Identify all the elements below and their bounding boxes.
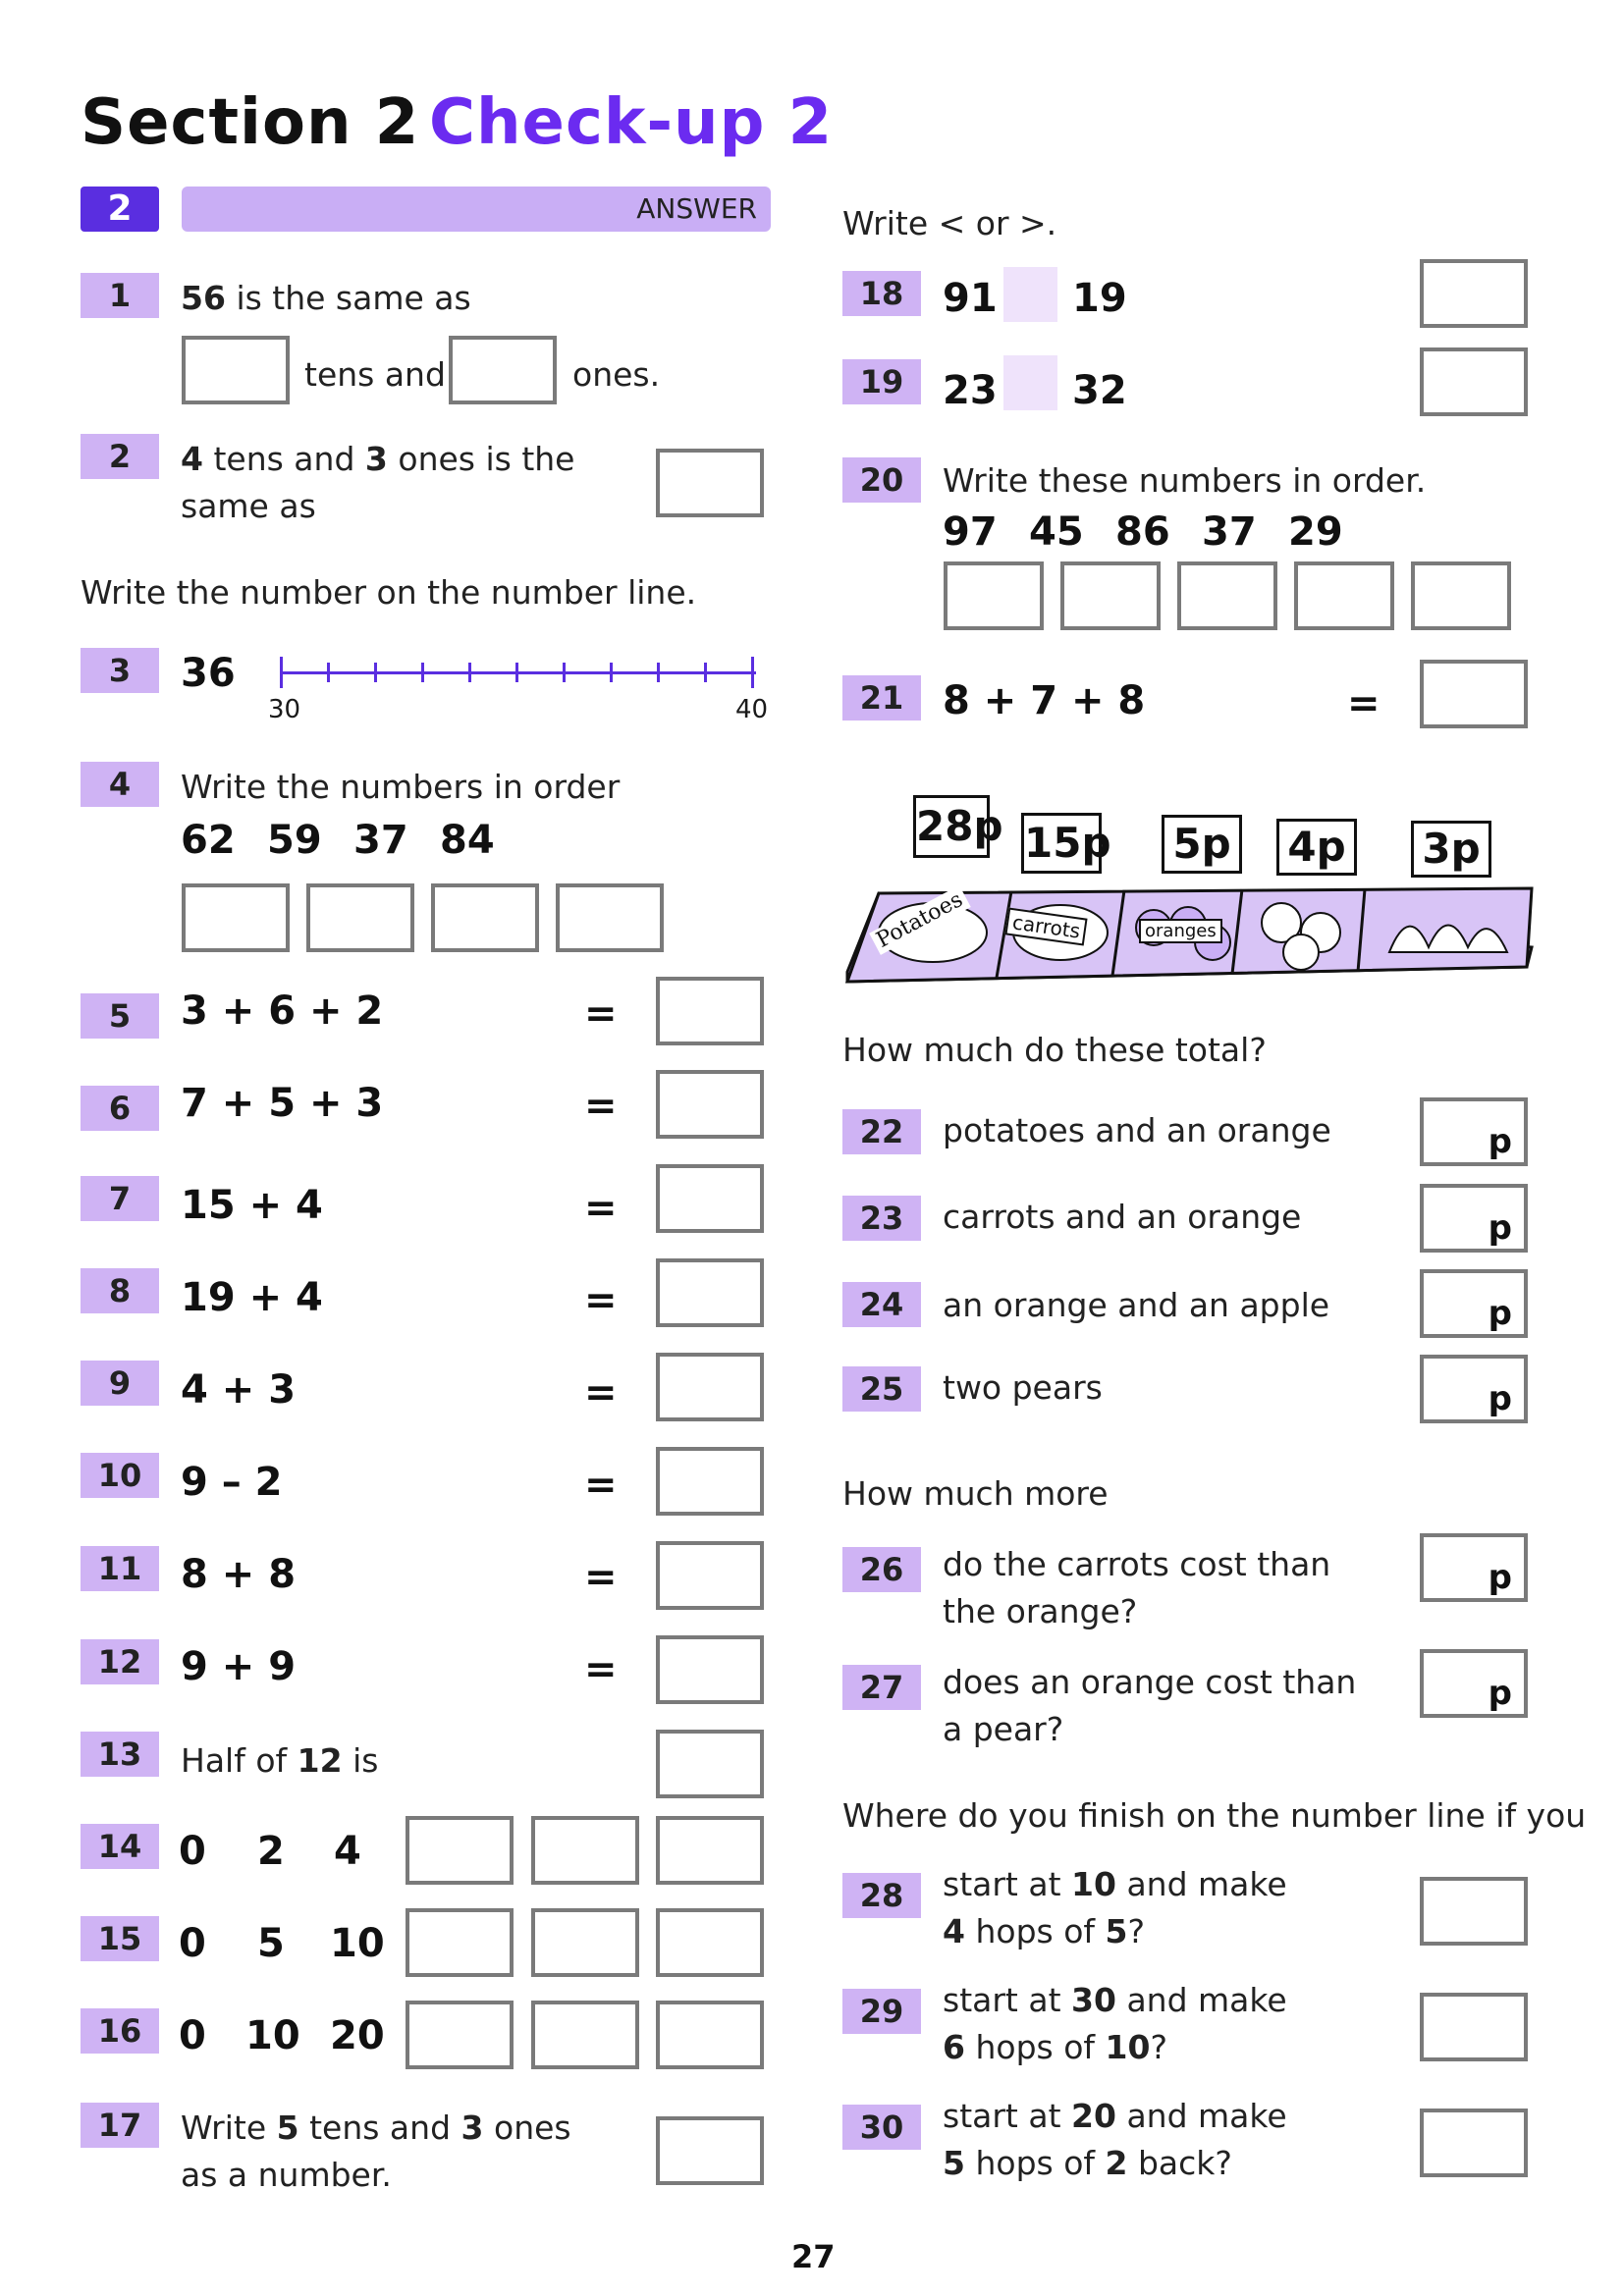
q1-tens-label: tens and [304, 355, 446, 394]
q17-text-line2: as a number. [181, 2156, 392, 2194]
total-question: potatoes and an orange [943, 1111, 1331, 1149]
total-question: two pears [943, 1368, 1103, 1407]
tick [610, 663, 613, 682]
sum-expression: 7 + 5 + 3 [181, 1081, 384, 1126]
q20-answer-box[interactable] [1411, 561, 1511, 630]
sum-answer-box[interactable] [656, 1541, 764, 1610]
q20-answer-box[interactable] [1060, 561, 1161, 630]
sequence-term: 0 [179, 1829, 206, 1874]
question-number: 25 [842, 1366, 921, 1412]
sequence-term: 5 [257, 1921, 285, 1966]
q26-answer-box[interactable]: p [1420, 1533, 1528, 1602]
sequence-answer-box[interactable] [531, 2001, 639, 2069]
q30-answer-box[interactable] [1420, 2109, 1528, 2177]
sum-expression: 8 + 7 + 8 [943, 678, 1146, 723]
question-number: 21 [842, 675, 921, 721]
q23-answer-box[interactable]: p [1420, 1184, 1528, 1253]
sum-expression: 9 – 2 [181, 1460, 283, 1505]
numline-instruction: Write the number on the number line. [81, 573, 697, 612]
sum-answer-box[interactable] [656, 1353, 764, 1421]
question-number: 29 [842, 1989, 921, 2034]
sequence-term: 2 [257, 1829, 285, 1874]
q20-answer-box[interactable] [944, 561, 1044, 630]
q20-number: 29 [1288, 509, 1343, 555]
sum-answer-box[interactable] [656, 1070, 764, 1139]
q29-answer-box[interactable] [1420, 1993, 1528, 2061]
tick [563, 663, 566, 682]
hop-question-line2: 5 hops of 2 back? [943, 2144, 1232, 2182]
question-number: 30 [842, 2105, 921, 2150]
tick [657, 663, 660, 682]
potatoes-label: Potatoes [869, 885, 970, 955]
q4-text: Write the numbers in order [181, 768, 621, 806]
sum-expression: 15 + 4 [181, 1183, 323, 1228]
q27-text-line2: a pear? [943, 1710, 1064, 1748]
question-number: 9 [81, 1361, 159, 1406]
hop-question: start at 20 and make [943, 2097, 1287, 2135]
q13-text: Half of 12 is [181, 1741, 379, 1780]
price-sign-oranges: 5p [1162, 815, 1242, 874]
q28-answer-box[interactable] [1420, 1877, 1528, 1946]
question-number: 13 [81, 1732, 159, 1777]
question-number: 18 [842, 271, 921, 316]
question-number: 5 [81, 993, 159, 1039]
question-number: 27 [842, 1665, 921, 1710]
hop-question-line2: 4 hops of 5? [943, 1912, 1145, 1950]
sequence-term: 20 [330, 2013, 385, 2058]
sequence-term: 10 [330, 1921, 385, 1966]
number-line-start: 30 [268, 695, 301, 724]
equals-sign: = [584, 1186, 618, 1231]
hop-question: start at 30 and make [943, 1981, 1287, 2019]
page-number: 27 [791, 2238, 836, 2275]
q21-answer-box[interactable] [1420, 660, 1528, 728]
sequence-answer-box[interactable] [531, 1816, 639, 1885]
equals-sign: = [584, 1647, 618, 1692]
question-number: 4 [81, 762, 159, 807]
sequence-answer-box[interactable] [406, 2001, 514, 2069]
q1-ones-label: ones. [572, 355, 661, 394]
question-number: 14 [81, 1824, 159, 1869]
price-sign-apples: 4p [1276, 819, 1357, 876]
sum-expression: 9 + 9 [181, 1644, 297, 1689]
q3-value: 36 [181, 651, 236, 696]
tick [468, 663, 471, 682]
question-number: 6 [81, 1086, 159, 1131]
q2-answer-box[interactable] [656, 449, 764, 517]
question-number: 8 [81, 1268, 159, 1313]
q18-answer-box[interactable] [1420, 259, 1528, 328]
question-number: 15 [81, 1916, 159, 1961]
q4-answer-box[interactable] [556, 883, 664, 952]
question-number: 1 [81, 273, 159, 318]
sequence-term: 0 [179, 1921, 206, 1966]
q4-number: 59 [267, 818, 322, 863]
section-badge: 2 [81, 187, 159, 232]
q22-answer-box[interactable]: p [1420, 1097, 1528, 1166]
total-question: carrots and an orange [943, 1198, 1302, 1236]
question-number: 12 [81, 1639, 159, 1684]
sequence-answer-box[interactable] [656, 1816, 764, 1885]
more-instruction: How much more [842, 1474, 1109, 1513]
finish-instruction: Where do you finish on the number line if you [842, 1796, 1587, 1835]
question-number: 2 [81, 434, 159, 479]
q20-text: Write these numbers in order. [943, 461, 1427, 500]
equals-sign: = [584, 1370, 618, 1415]
question-number: 28 [842, 1873, 921, 1918]
q2-text: 4 tens and 3 ones is the [181, 440, 575, 478]
question-number: 16 [81, 2008, 159, 2054]
equals-sign: = [584, 1463, 618, 1508]
question-number: 24 [842, 1282, 921, 1327]
q4-number: 62 [181, 818, 236, 863]
total-instruction: How much do these total? [842, 1031, 1267, 1069]
total-question: an orange and an apple [943, 1286, 1330, 1324]
sum-expression: 3 + 6 + 2 [181, 988, 384, 1034]
q17-text: Write 5 tens and 3 ones [181, 2109, 571, 2147]
sequence-answer-box[interactable] [406, 1908, 514, 1977]
equals-sign: = [584, 991, 618, 1037]
equals-sign: = [584, 1084, 618, 1129]
question-number: 3 [81, 648, 159, 693]
q20-answer-box[interactable] [1294, 561, 1394, 630]
checkup-title: Check-up 2 [429, 86, 834, 159]
sum-expression: 8 + 8 [181, 1552, 297, 1597]
hop-question: start at 10 and make [943, 1865, 1287, 1903]
q20-number: 97 [943, 509, 998, 555]
sum-answer-box[interactable] [656, 1447, 764, 1516]
q19-answer-box[interactable] [1420, 347, 1528, 416]
compare-sign-slot[interactable] [1003, 267, 1057, 322]
q20-number: 45 [1029, 509, 1084, 555]
tick [704, 663, 707, 682]
q1-ones-box[interactable] [449, 336, 557, 404]
number-line[interactable] [280, 653, 756, 692]
number-line-end: 40 [735, 695, 769, 724]
sequence-answer-box[interactable] [531, 1908, 639, 1977]
answer-bar: ANSWER [182, 187, 771, 232]
tick [751, 657, 754, 688]
sequence-answer-box[interactable] [656, 1908, 764, 1977]
tick [421, 663, 424, 682]
q4-answer-box[interactable] [306, 883, 414, 952]
q17-answer-box[interactable] [656, 2116, 764, 2185]
price-sign-potatoes: 28p [913, 795, 990, 858]
sum-expression: 4 + 3 [181, 1367, 297, 1413]
section-title: Section 2 [81, 86, 420, 159]
question-number: 22 [842, 1109, 921, 1154]
market-stall-illustration [839, 785, 1537, 1001]
question-number: 23 [842, 1196, 921, 1241]
q27-answer-box[interactable]: p [1420, 1649, 1528, 1718]
q26-text-line2: the orange? [943, 1592, 1138, 1630]
q25-answer-box[interactable]: p [1420, 1355, 1528, 1423]
sequence-term: 4 [334, 1829, 361, 1874]
sum-answer-box[interactable] [656, 1258, 764, 1327]
q1-tens-box[interactable] [182, 336, 290, 404]
compare-instruction: Write < or >. [842, 204, 1057, 242]
sequence-term: 0 [179, 2013, 206, 2058]
q26-text: do the carrots cost than [943, 1545, 1331, 1583]
sum-expression: 19 + 4 [181, 1275, 323, 1320]
tick [280, 657, 283, 688]
sequence-answer-box[interactable] [656, 2001, 764, 2069]
question-number: 11 [81, 1546, 159, 1591]
compare-left: 23 [943, 368, 998, 413]
q2-text-line2: same as [181, 487, 316, 525]
q13-answer-box[interactable] [656, 1730, 764, 1798]
q4-answer-box[interactable] [182, 883, 290, 952]
tick [515, 663, 518, 682]
sequence-term: 10 [245, 2013, 300, 2058]
sum-answer-box[interactable] [656, 977, 764, 1045]
compare-right: 32 [1072, 368, 1127, 413]
q20-number: 86 [1115, 509, 1170, 555]
question-number: 20 [842, 457, 921, 503]
q4-number: 37 [353, 818, 408, 863]
q1-text: 56 is the same as [181, 279, 471, 317]
question-number: 17 [81, 2103, 159, 2148]
question-number: 10 [81, 1453, 159, 1498]
question-number: 7 [81, 1176, 159, 1221]
equals-sign: = [584, 1555, 618, 1600]
sum-answer-box[interactable] [656, 1164, 764, 1233]
carrots-label: carrots [1004, 907, 1088, 945]
price-sign-pears: 3p [1411, 821, 1491, 878]
compare-right: 19 [1072, 276, 1127, 321]
q20-answer-box[interactable] [1177, 561, 1277, 630]
tick [327, 663, 330, 682]
tick [374, 663, 377, 682]
price-sign-carrots: 15p [1021, 813, 1102, 874]
compare-left: 91 [943, 276, 998, 321]
equals-sign: = [584, 1278, 618, 1323]
q20-number: 37 [1202, 509, 1257, 555]
q4-answer-box[interactable] [431, 883, 539, 952]
question-number: 26 [842, 1547, 921, 1592]
equals-sign: = [1347, 681, 1380, 726]
q4-number: 84 [440, 818, 495, 863]
compare-sign-slot[interactable] [1003, 355, 1057, 410]
question-number: 19 [842, 359, 921, 404]
oranges-label: oranges [1139, 919, 1222, 943]
sum-answer-box[interactable] [656, 1635, 764, 1704]
q24-answer-box[interactable]: p [1420, 1269, 1528, 1338]
hop-question-line2: 6 hops of 10? [943, 2028, 1167, 2066]
sequence-answer-box[interactable] [406, 1816, 514, 1885]
q27-text: does an orange cost than [943, 1663, 1357, 1701]
